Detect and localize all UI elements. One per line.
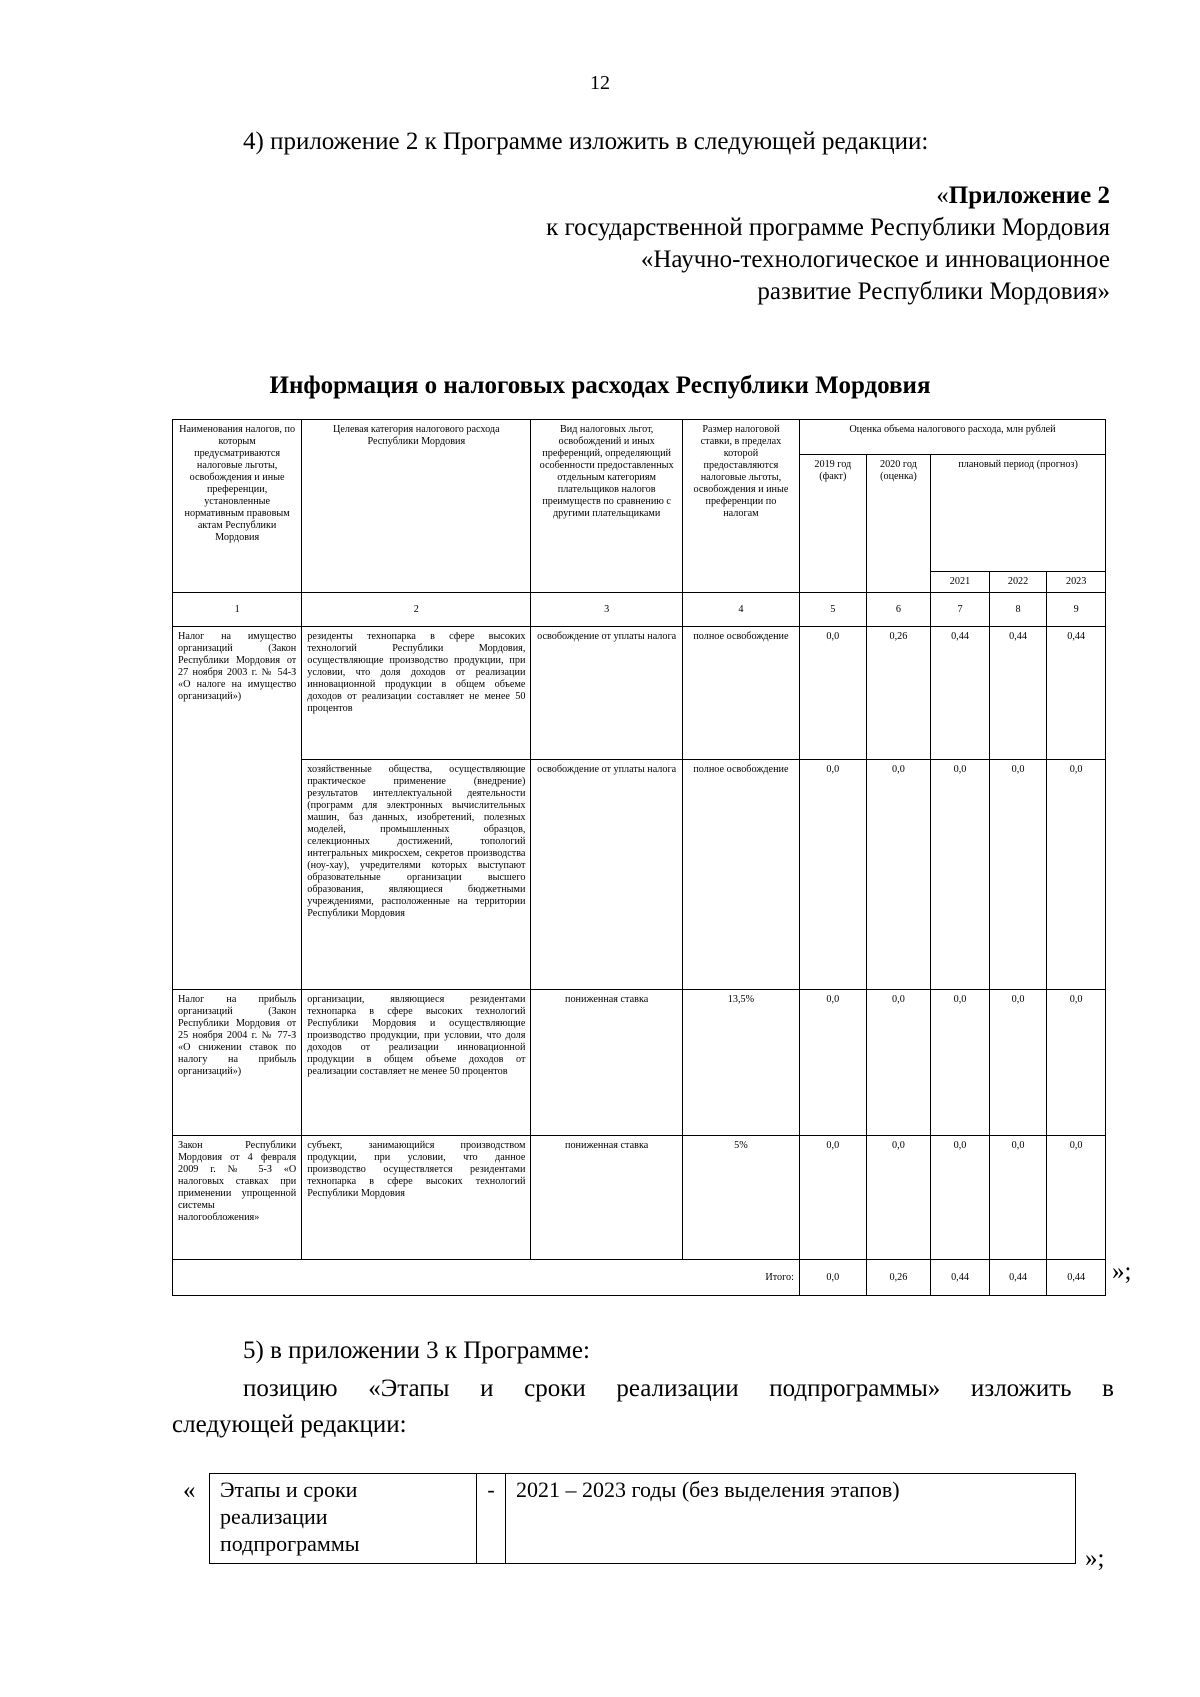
- appendix-quote-open: «: [936, 182, 949, 209]
- header-estimate: Оценка объема налогового расхода, млн рублей: [799, 420, 1105, 455]
- position-line-2: следующей редакции:: [172, 1411, 407, 1438]
- table-row: [173, 1136, 1106, 1260]
- appendix-line-2: к государственной программе Республики Мордовия: [546, 214, 1110, 241]
- value-2021-cell: 0,0: [931, 990, 990, 1136]
- column-number: 3: [531, 593, 682, 627]
- value-2022-cell: 0,0: [989, 1136, 1047, 1260]
- total-2019-cell: 0,0: [799, 1260, 866, 1296]
- header-2019: 2019 год (факт): [799, 455, 866, 593]
- column-number: 9: [1047, 593, 1106, 627]
- column-number: 2: [302, 593, 531, 627]
- stage-quote-open: «: [183, 1477, 196, 1504]
- value-2020-cell: 0,0: [866, 760, 931, 990]
- column-numbers-row: [173, 593, 1106, 627]
- stages-value: 2021 – 2023 годы (без выделения этапов): [506, 1474, 1076, 1564]
- value-2023-cell: 0,0: [1047, 990, 1106, 1136]
- column-number: 8: [989, 593, 1047, 627]
- appendix-line-3: «Научно-технологическое и инновационное: [640, 246, 1110, 273]
- target-category-cell: хозяйственные общества, осуществляющие практическое применение (внедрение) результатов интеллектуальной деятельности (программ для электронных вычислительных машин, баз данных, изобретений, полезных моделей, промышленных образцов, селекционных достижений, топологий интегральных микросхем, секретов производства (ноу-хау), учредителями которых выступают образовательные организации высшего образования, являющиеся бюджетными учреждениями, расположенные на территории Республики Мордовия: [302, 760, 531, 990]
- header-benefit-kind: Вид налоговых льгот, освобождений и иных преференций, определяющий особенности предоставленных отдельным категориям плательщиков налогов преимуществ по сравнению с другими плательщиками: [531, 420, 682, 593]
- value-2019-cell: 0,0: [799, 990, 866, 1136]
- benefit-kind-cell: освобождение от уплаты налога: [531, 760, 682, 990]
- column-number: 4: [682, 593, 799, 627]
- appendix-line-4: развитие Республики Мордовия»: [757, 278, 1110, 305]
- stages-row: [210, 1474, 1076, 1564]
- appendix-header: [546, 180, 1110, 308]
- header-2023: 2023: [1047, 572, 1106, 593]
- value-2023-cell: 0,0: [1047, 760, 1106, 990]
- header-2021: 2021: [931, 572, 990, 593]
- value-2022-cell: 0,44: [989, 627, 1047, 760]
- table-title: Информация о налоговых расходах Республики Мордовия: [269, 372, 931, 399]
- column-number: 6: [866, 593, 931, 627]
- total-2023-cell: 0,44: [1047, 1260, 1106, 1296]
- stages-label: Этапы и сроки реализации подпрограммы: [210, 1474, 477, 1564]
- tax-rate-cell: 13,5%: [682, 990, 799, 1136]
- tax-rate-cell: полное освобождение: [682, 627, 799, 760]
- header-2020: 2020 год (оценка): [866, 455, 931, 593]
- total-2020-cell: 0,26: [866, 1260, 931, 1296]
- target-category-cell: резиденты технопарка в сфере высоких технологий Республики Мордовия, осуществляющие производство продукции, при условии, что доля доходов от реализации инновационной продукции в общем объеме доходов от реализации составляет не менее 50 процентов: [302, 627, 531, 760]
- tax-rate-cell: полное освобождение: [682, 760, 799, 990]
- column-number: 5: [799, 593, 866, 627]
- target-category-cell: субъект, занимающийся производством продукции, при условии, что данное производство осуществляется резидентами технопарка в сфере высоких технологий Республики Мордовия: [302, 1136, 531, 1260]
- header-target-category: Целевая категория налогового расхода Республики Мордовия: [302, 420, 531, 593]
- total-row: [173, 1260, 1106, 1296]
- position-line-1: позицию «Этапы и сроки реализации подпрограммы» изложить в: [243, 1375, 1114, 1402]
- value-2019-cell: 0,0: [799, 627, 866, 760]
- total-2022-cell: 0,44: [989, 1260, 1047, 1296]
- stages-dash: -: [477, 1474, 506, 1564]
- total-2021-cell: 0,44: [931, 1260, 990, 1296]
- value-2019-cell: 0,0: [799, 760, 866, 990]
- tax-rate-cell: 5%: [682, 1136, 799, 1260]
- stage-quote-close: »;: [1085, 1545, 1105, 1572]
- benefit-kind-cell: освобождение от уплаты налога: [531, 627, 682, 760]
- table-closing-quote: »;: [1112, 1258, 1132, 1285]
- appendix-title: Приложение 2: [948, 182, 1110, 209]
- table-row: [173, 990, 1106, 1136]
- benefit-kind-cell: пониженная ставка: [531, 1136, 682, 1260]
- value-2021-cell: 0,0: [931, 1136, 990, 1260]
- value-2020-cell: 0,26: [866, 627, 931, 760]
- header-2022: 2022: [989, 572, 1047, 593]
- page-number: 12: [590, 72, 610, 94]
- table-row: [173, 760, 1106, 990]
- header-tax-name: Наименования налогов, по которым предусматриваются налоговые льготы, освобождения и иные преференции, установленные нормативным правовым актам Республики Мордовия: [173, 420, 302, 593]
- target-category-cell: организации, являющиеся резидентами технопарка в сфере высоких технологий Республики Мордовия и осуществляющие производство продукции, при условии, что доля доходов от реализации инновационной продукции в общем объеме доходов от реализации составляет не менее 50 процентов: [302, 990, 531, 1136]
- table-row: [173, 627, 1106, 760]
- value-2023-cell: 0,44: [1047, 627, 1106, 760]
- value-2023-cell: 0,0: [1047, 1136, 1106, 1260]
- header-planned-period: плановый период (прогноз): [931, 455, 1106, 572]
- value-2020-cell: 0,0: [866, 990, 931, 1136]
- value-2021-cell: 0,44: [931, 627, 990, 760]
- total-label: Итого:: [173, 1260, 800, 1296]
- value-2020-cell: 0,0: [866, 1136, 931, 1260]
- benefit-kind-cell: пониженная ставка: [531, 990, 682, 1136]
- tax-name-cell: Налог на прибыль организаций (Закон Республики Мордовия от 25 ноября 2004 г. № 77-З «О снижении ставок по налогу на прибыль организаций»): [173, 990, 302, 1136]
- value-2019-cell: 0,0: [799, 1136, 866, 1260]
- tax-name-cell: Закон Республики Мордовия от 4 февраля 2009 г. № 5-З «О налоговых ставках при применении упрощенной системы налогообложения»: [173, 1136, 302, 1260]
- stages-table: [209, 1473, 1076, 1564]
- column-number: 7: [931, 593, 990, 627]
- value-2021-cell: 0,0: [931, 760, 990, 990]
- header-row-1: [173, 420, 1106, 455]
- header-tax-rate: Размер налоговой ставки, в пределах которой предоставляются налоговые льготы, освобождения и иные преференции по налогам: [682, 420, 799, 593]
- item-4-text: 4) приложение 2 к Программе изложить в следующей редакции:: [243, 128, 929, 155]
- value-2022-cell: 0,0: [989, 990, 1047, 1136]
- column-number: 1: [173, 593, 302, 627]
- value-2022-cell: 0,0: [989, 760, 1047, 990]
- tax-expenditure-table: [172, 419, 1106, 1296]
- appendix-title-line: [546, 180, 1110, 212]
- item-5-text: 5) в приложении 3 к Программе:: [243, 1337, 590, 1364]
- tax-name-cell: Налог на имущество организаций (Закон Республики Мордовия от 27 ноября 2003 г. № 54-З «О налоге на имущество организаций»): [173, 627, 302, 990]
